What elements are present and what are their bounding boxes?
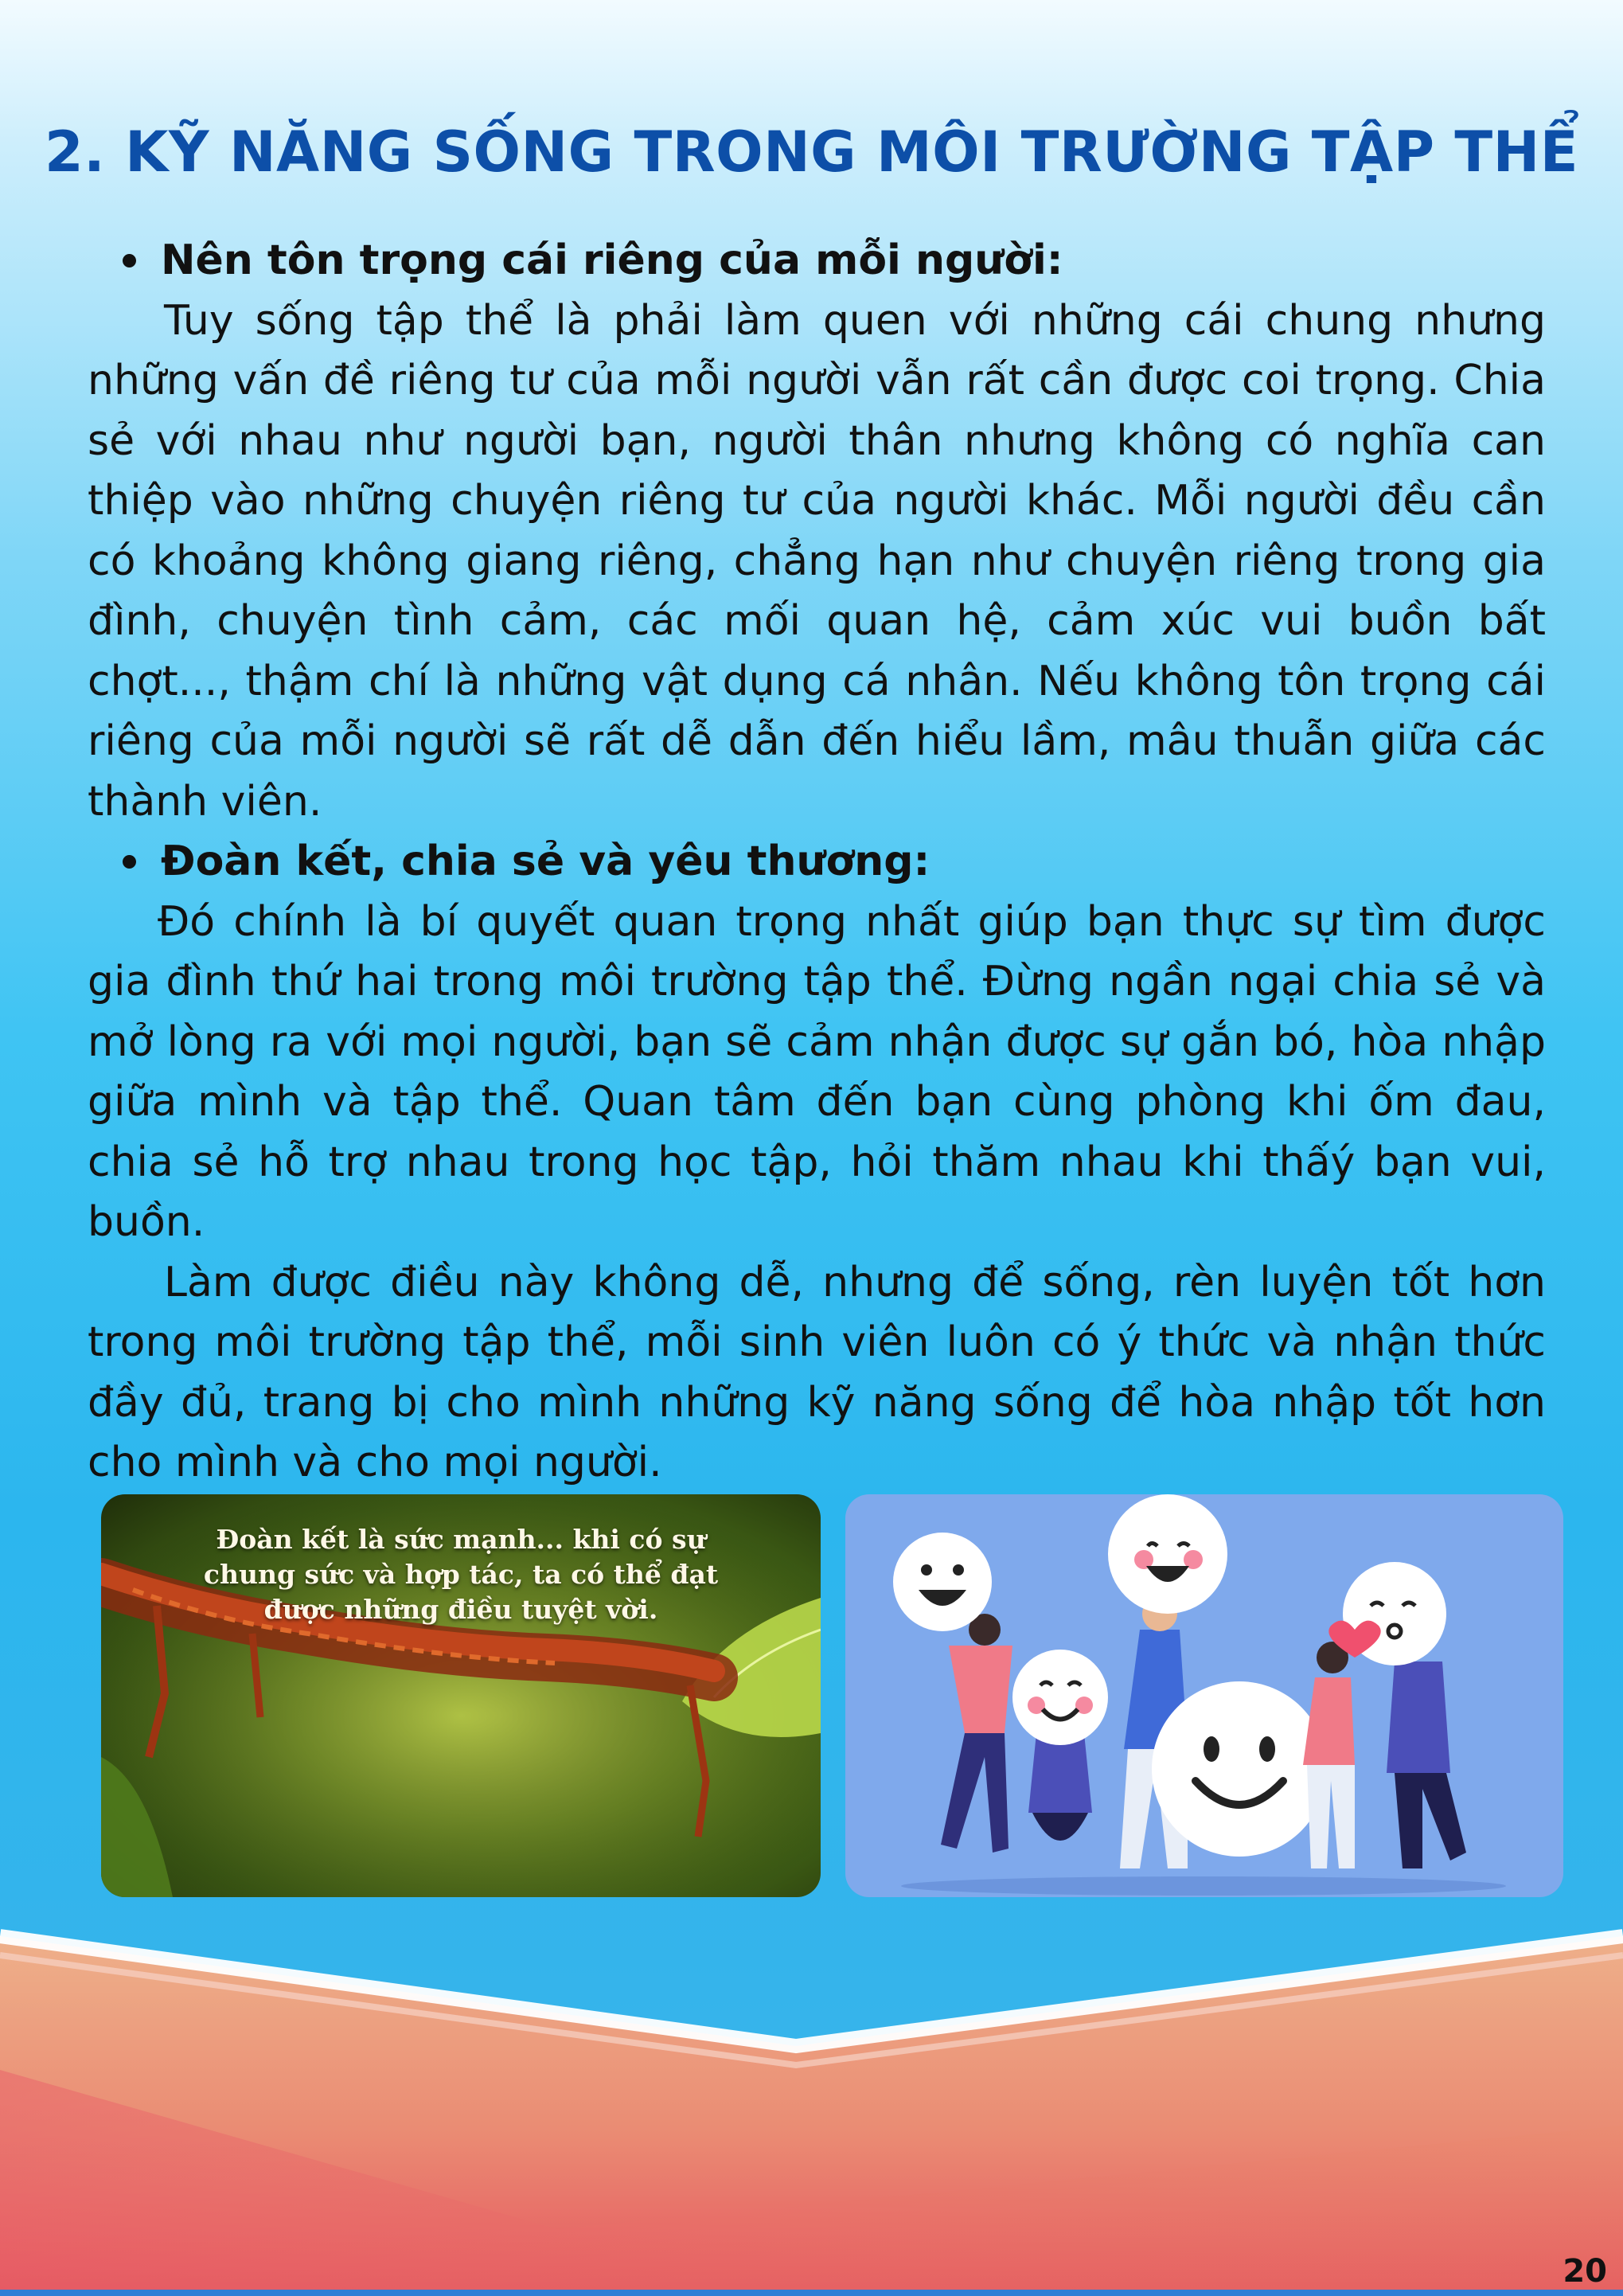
caption-line: Đoàn kết là sức mạnh... khi có sự [216,1524,706,1555]
paragraph-solidarity: Đó chính là bí quyết quan trọng nhất giúp bạn thực sự tìm được gia đình thứ hai trong môi trường tập thể. Đừng ngần ngại chia sẻ và mở lòng ra với mọi người, bạn sẽ cảm nhận được sự gắn bó, hòa nhập giữa mình và tập thể. Quan tâm đến bạn cùng phòng khi ốm đau, chia sẻ hỗ trợ nhau trong học tập, hỏi thăm nhau khi thấý bạn vui, buồn. [88,897,1546,1246]
paragraph-conclusion: Làm được điều này không dễ, nhưng để sống, rèn luyện tốt hơn trong môi trường tập thể, mỗi sinh viên luôn có ý thức và nhận thức đầy đủ, trang bị cho mình những kỹ năng sống để hòa nhập tốt hơn cho mình và cho mọi người. [88,1258,1546,1486]
happy-people-illustration [845,1494,1563,1897]
bullet-heading-solidarity [88,832,1546,892]
page-number: 20 [1563,2253,1607,2290]
ants-teamwork-photo [101,1494,821,1897]
smiley-face-4 [1152,1681,1327,1857]
smiley-face-1 [893,1533,992,1631]
bullet-label: Đoàn kết, chia sẻ và yêu thương: [161,838,930,885]
caption-line: được những điều tuyệt vời. [263,1594,658,1625]
bullet-dot-icon [123,254,136,267]
bullet-label: Nên tôn trọng cái riêng của mỗi người: [161,236,1063,284]
bullet-dot-icon [123,855,136,869]
body-text [88,231,1546,1494]
page-heading: 2. KỸ NĂNG SỐNG TRONG MÔI TRƯỜNG TẬP THỂ [44,119,1579,185]
smiley-face-3 [1012,1650,1108,1745]
caption-line: chung sức và hợp tác, ta có thể đạt [203,1559,719,1590]
bullet-heading-respect [88,231,1546,291]
smiley-faces-illustration [845,1494,1563,1897]
footer-decoration [0,1927,1623,2296]
image-caption [101,1522,821,1627]
smiley-face-2 [1108,1494,1227,1614]
paragraph-respect: Tuy sống tập thể là phải làm quen với những cái chung nhưng những vấn đề riêng tư của mỗi người vẫn rất cần được coi trọng. Chia sẻ với nhau như người bạn, người thân nhưng không có nghĩa can thiệp vào những chuyện riêng tư của người khác. Mỗi người đều cần có khoảng không giang riêng, chẳng hạn như chuyện riêng trong gia đình, chuyện tình cảm, các mối quan hệ, cảm xúc vui buồn bất chợt..., thậm chí là những vật dụng cá nhân. Nếu không tôn trọng cái riêng của mỗi người sẽ rất dễ dẫn đến hiểu lầm, mâu thuẫn giữa các thành viên. [88,296,1546,826]
